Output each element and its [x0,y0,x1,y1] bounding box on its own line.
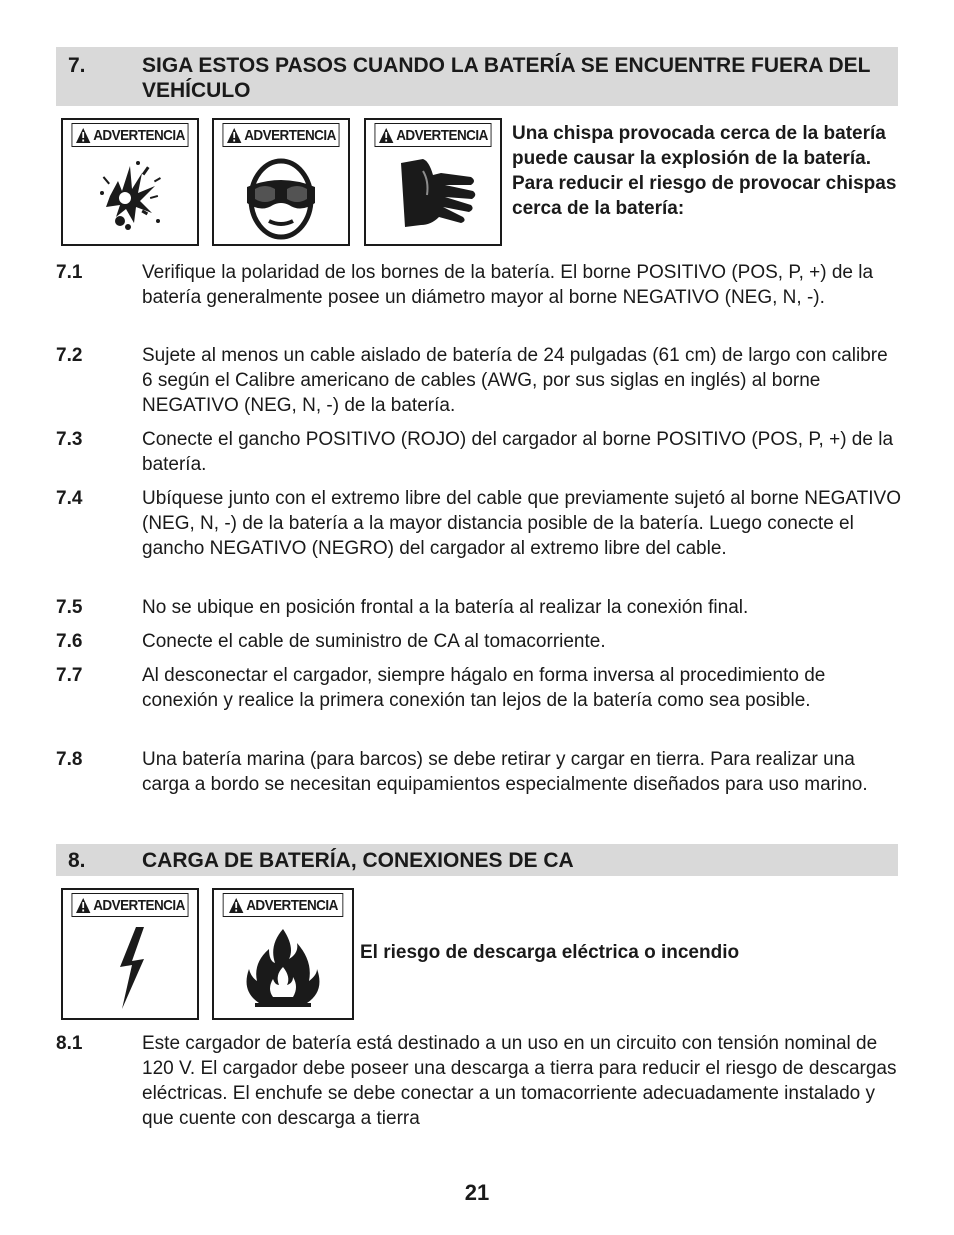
warning-header [72,123,189,147]
section-7-header [56,47,898,106]
warning-label: ADVERTENCIA [244,126,336,144]
warning-box-fire [212,888,354,1020]
item-text: Conecte el gancho POSITIVO (ROJO) del cargador al borne POSITIVO (POS, P, +) de la batería. [142,429,894,475]
warning-header [72,893,189,917]
warning-label: ADVERTENCIA [396,126,488,144]
item-text: Una batería marina (para barcos) se debe retirar y cargar en tierra. Para realizar una carga a bordo se necesitan equipamientos especialmente diseñados para uso marino. [142,749,868,795]
warning-header [375,123,492,147]
item-number: 7.7 [56,665,83,686]
item-text: Verifique la polaridad de los bornes de la batería. El borne POSITIVO (POS, P, +) de la batería generalmente posee un diámetro mayor al borne NEGATIVO (NEG, N, -). [142,262,874,308]
electric-shock-icon [80,923,180,1013]
item-text: No se ubique en posición frontal a la batería al realizar la conexión final. [142,597,749,618]
item-number: 7.3 [56,429,83,450]
fire-icon [233,923,333,1013]
protective-glove-icon [383,151,483,241]
warning-triangle-icon [226,127,242,144]
item-text: Conecte el cable de suministro de CA al tomacorriente. [142,631,606,652]
warning-box-goggles [212,118,350,246]
warning-box-electric [61,888,199,1020]
item-number: 7.1 [56,262,83,283]
item-text: Al desconectar el cargador, siempre hágalo en forma inversa al procedimiento de conexión y realice la primera conexión tan lejos de la batería como sea posible. [142,665,826,711]
section-8-warning-text: El riesgo de descarga eléctrica o incendio [360,942,740,963]
item-text: Sujete al menos un cable aislado de batería de 24 pulgadas (61 cm) de largo con calibre 6 según el Calibre americano de cables (AWG, por sus siglas en inglés) al borne NEGATIVO (NEG, N, -) de la batería. [142,345,888,416]
section-8-header [56,844,898,876]
item-number: 7.6 [56,631,83,652]
warning-triangle-icon [75,127,91,144]
item-number: 7.2 [56,345,83,366]
warning-label: ADVERTENCIA [246,896,338,914]
section-number: 7. [68,54,86,77]
section-title: CARGA DE BATERÍA, CONEXIONES DE CA [142,849,574,872]
warning-triangle-icon [228,897,244,914]
item-number: 8.1 [56,1033,83,1054]
item-number: 7.8 [56,749,83,770]
item-text: Ubíquese junto con el extremo libre del cable que previamente sujetó al borne NEGATIVO (NEG, N, -) de la batería a la mayor distancia posible de la batería. Luego conecte el gancho NEGATIVO (NEGRO) del cargador al extremo libre del cable. [142,488,902,559]
page-number: 21 [464,1180,490,1205]
warning-label: ADVERTENCIA [93,126,185,144]
section-title: SIGA ESTOS PASOS CUANDO LA BATERÍA SE ENCUENTRE FUERA DEL VEHÍCULO [142,54,871,102]
warning-box-glove [364,118,502,246]
explosion-icon [80,151,180,241]
item-number: 7.4 [56,488,83,509]
item-text: Este cargador de batería está destinado a un uso en un circuito con tensión nominal de 120 V. El cargador debe poseer una descarga a tierra para reducir el riesgo de descargas eléctricas. El enchufe se debe conectar a un tomacorriente adecuadamente instalado y que cuente con descarga a tierra [142,1033,897,1129]
warning-triangle-icon [75,897,91,914]
warning-header [223,893,344,917]
section-7-warning-text: Una chispa provocada cerca de la batería puede causar la explosión de la batería. Para reducir el riesgo de provocar chispas cerca de la batería: [512,123,897,219]
safety-goggles-icon [231,151,331,241]
warning-label: ADVERTENCIA [93,896,185,914]
warning-triangle-icon [378,127,394,144]
section-number: 8. [68,849,86,872]
warning-box-explosion [61,118,199,246]
item-number: 7.5 [56,597,83,618]
warning-header [223,123,340,147]
